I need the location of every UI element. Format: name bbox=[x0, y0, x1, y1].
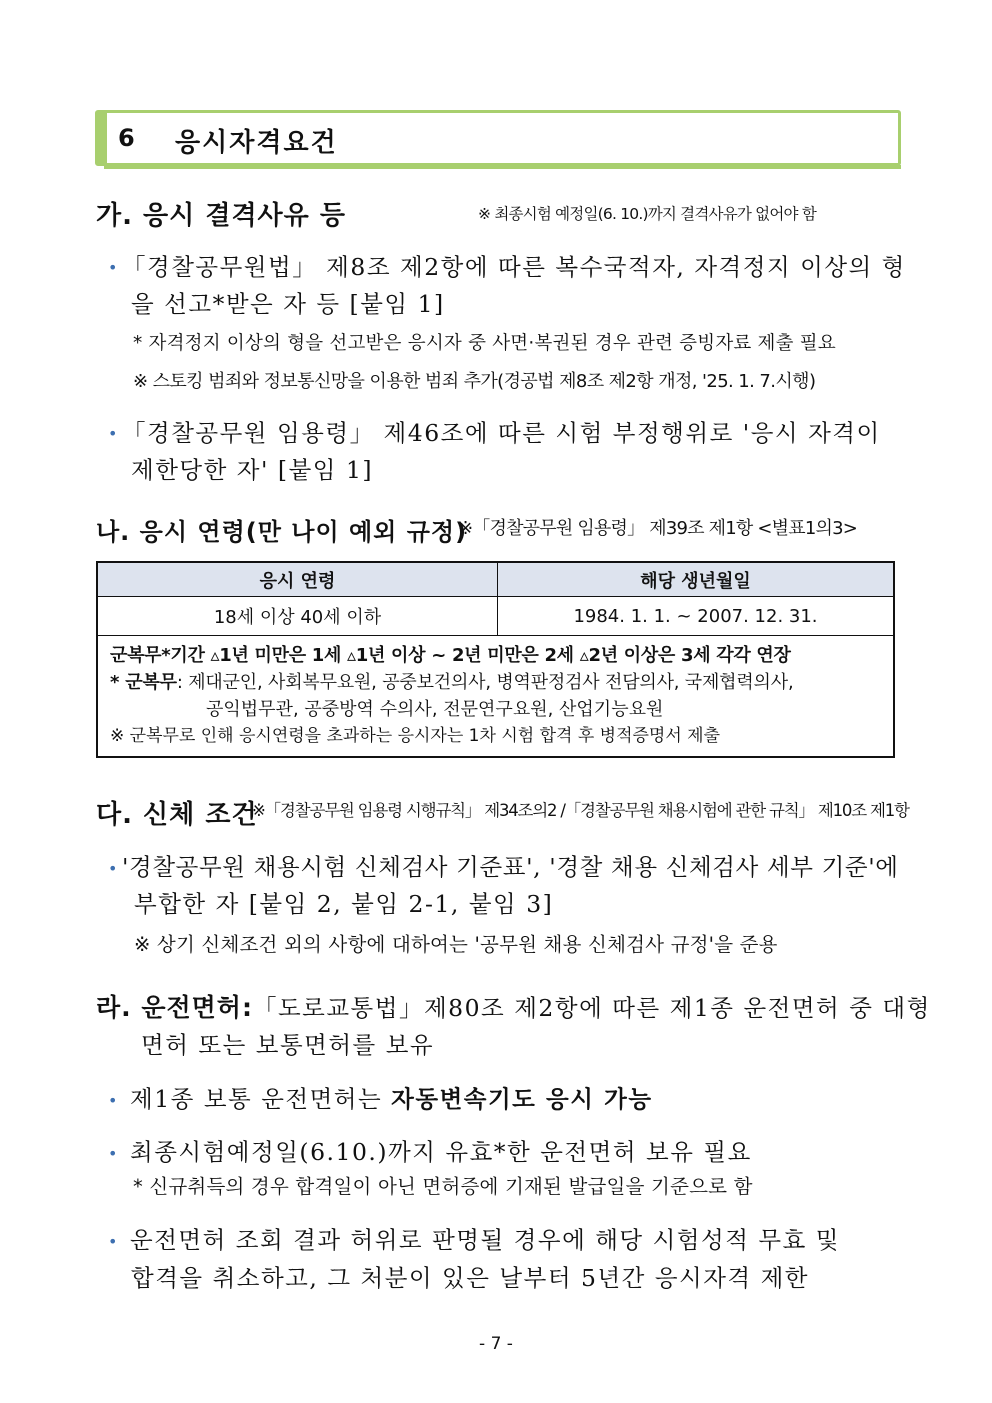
table-header-cell: 해당 생년월일 bbox=[640, 570, 751, 592]
table-note-line2 bbox=[110, 669, 893, 696]
ga-bullet1-line2: 을 선고*받은 자 등 [붙임 1] bbox=[131, 290, 445, 318]
ga-bullet1-sub2: ※ 스토킹 범죄와 정보통신망을 이용한 범죄 추가(경공법 제8조 제2항 개정, '25. 1. 7.시행) bbox=[133, 371, 816, 392]
table-cell: 1984. 1. 1. ~ 2007. 12. 31. bbox=[573, 605, 818, 627]
ra-bullet1-text: 제1종 보통 운전면허는 bbox=[130, 1085, 392, 1113]
da-bullet1-sub: ※ 상기 신체조건 외의 사항에 대하여는 '공무원 채용 신체검사 규정'을 준용 bbox=[134, 933, 778, 956]
ra-bullet3-line1: 운전면허 조회 결과 허위로 판명될 경우에 해당 시험성적 무효 및 bbox=[130, 1226, 840, 1254]
ra-bullet1 bbox=[130, 1080, 653, 1114]
bullet-icon: • bbox=[108, 258, 118, 277]
section-number: 6 bbox=[118, 124, 135, 152]
ra-bullet2-line1: 최종시험예정일(6.10.)까지 유효*한 운전면허 보유 필요 bbox=[130, 1138, 752, 1166]
bullet-icon: • bbox=[108, 1144, 118, 1163]
page-number: - 7 - bbox=[479, 1334, 513, 1354]
ga-bullet1-line1: 「경찰공무원법」 제8조 제2항에 따른 복수국적자, 자격정지 이상의 형 bbox=[122, 253, 906, 281]
bullet-icon: • bbox=[108, 859, 118, 878]
ra-bullet2-sub: * 신규취득의 경우 합격일이 아닌 면허증에 기재된 발급일을 기준으로 함 bbox=[133, 1175, 753, 1198]
age-table bbox=[96, 561, 895, 758]
table-header-row bbox=[98, 563, 893, 597]
bullet-icon: • bbox=[108, 1091, 118, 1110]
table-note-line3: 공익법무관, 공중방역 수의사, 전문연구요원, 산업기능요원 bbox=[206, 699, 664, 720]
table-note bbox=[98, 636, 893, 756]
da-bullet1-line2: 부합한 자 [붙임 2, 붙임 2-1, 붙임 3] bbox=[134, 890, 554, 918]
table-cell: 18세 이상 40세 이하 bbox=[98, 597, 498, 635]
section-title: 응시자격요건 bbox=[175, 128, 338, 158]
heading-ga: 가. 응시 결격사유 등 bbox=[96, 201, 346, 231]
table-header-cell: 응시 연령 bbox=[98, 563, 498, 596]
heading-da: 다. 신체 조건 bbox=[96, 800, 258, 830]
heading-ra-line1 bbox=[96, 988, 931, 1024]
ga-bullet2-line2: 제한당한 자' [붙임 1] bbox=[131, 456, 374, 484]
heading-na: 나. 응시 연령(만 나이 예외 규정) bbox=[96, 518, 468, 546]
ga-side-note: ※ 최종시험 예정일(6. 10.)까지 결격사유가 없어야 함 bbox=[478, 205, 816, 223]
bullet-icon: • bbox=[108, 424, 118, 443]
ra-bullet1-bold: 자동변속기도 응시 가능 bbox=[391, 1085, 653, 1113]
na-side-note: ※「경찰공무원 임용령」 제39조 제1항 <별표1의3> bbox=[458, 518, 858, 539]
table-note-line1: 군복무*기간 ▵1년 미만은 1세 ▵1년 이상 ~ 2년 미만은 2세 ▵2년 이상은 3세 각각 연장 bbox=[110, 645, 791, 666]
table-note-label: * 군복무 bbox=[110, 672, 177, 693]
bullet-icon: • bbox=[108, 1232, 118, 1251]
da-bullet1-line1: '경찰공무원 채용시험 신체검사 기준표', '경찰 채용 신체검사 세부 기준'에 bbox=[122, 853, 899, 881]
heading-ra-text2: 면허 또는 보통면허를 보유 bbox=[141, 1031, 435, 1059]
ra-bullet3-line2: 합격을 취소하고, 그 처분이 있은 날부터 5년간 응시자격 제한 bbox=[131, 1264, 810, 1292]
table-row bbox=[98, 597, 893, 636]
ga-bullet1-sub1: * 자격정지 이상의 형을 선고받은 응시자 중 사면·복권된 경우 관련 증빙자료 제출 필요 bbox=[133, 333, 836, 354]
table-note-line4: ※ 군복무로 인해 응시연령을 초과하는 응시자는 1차 시험 합격 후 병적증명서 제출 bbox=[110, 726, 721, 746]
ga-bullet2-line1: 「경찰공무원 임용령」 제46조에 따른 시험 부정행위로 '응시 자격이 bbox=[122, 419, 881, 447]
da-side-note: ※「경찰공무원 임용령 시행규칙」 제34조의2 /「경찰공무원 채용시험에 관한 규칙」 제10조 제1항 bbox=[252, 801, 909, 820]
heading-ra-text1: 「도로교통법」제80조 제2항에 따른 제1종 운전면허 중 대형 bbox=[252, 994, 931, 1022]
heading-ra-label: 라. 운전면허: bbox=[96, 993, 253, 1022]
table-note-text: : 제대군인, 사회복무요원, 공중보건의사, 병역판정검사 전담의사, 국제협력의사, bbox=[176, 672, 794, 693]
